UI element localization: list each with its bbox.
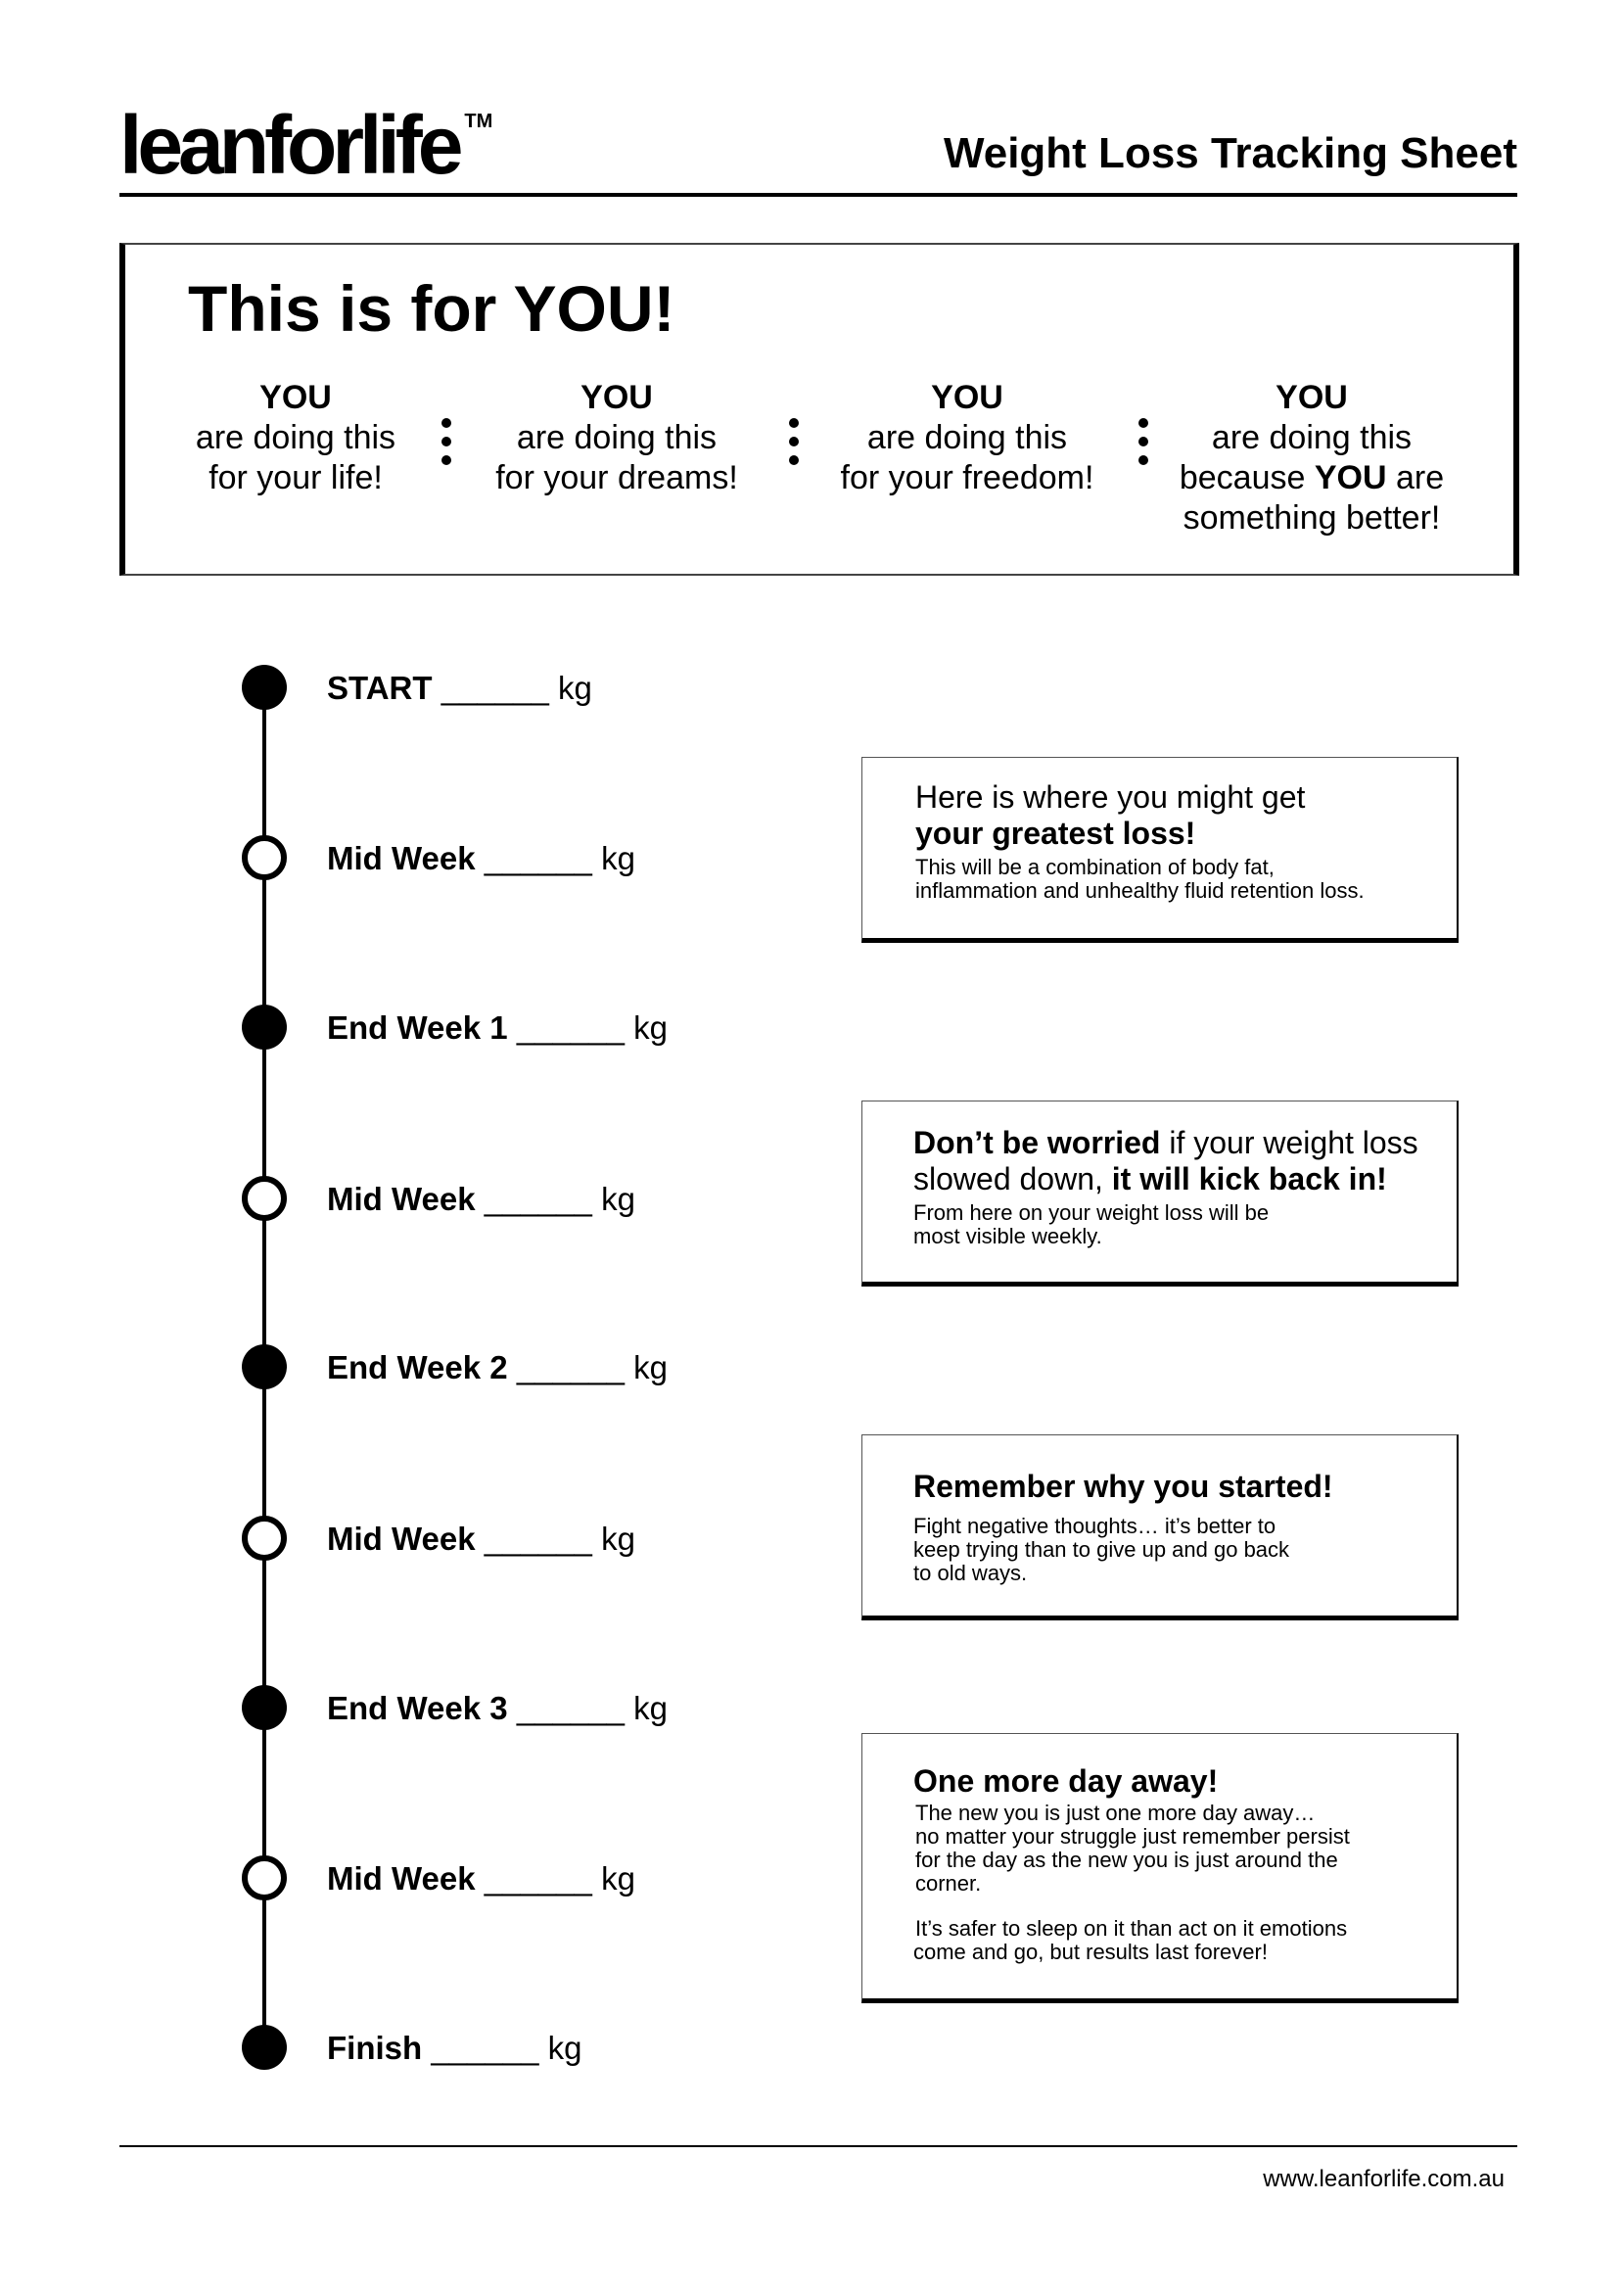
timeline-node-filled (242, 2025, 287, 2070)
info-detail: for the day as the new you is just around the (915, 1848, 1338, 1872)
weight-blank[interactable]: ______ (441, 670, 549, 706)
intro-line: because (1179, 459, 1315, 496)
info-detail: inflammation and unhealthy fluid retention loss. (915, 878, 1365, 903)
intro-line: are doing this (195, 419, 396, 456)
info-line: Here is where you might get (915, 779, 1306, 815)
weight-unit: kg (633, 1009, 668, 1046)
info-detail: corner. (915, 1871, 982, 1896)
timeline-node-filled (242, 665, 287, 710)
timeline-label: End Week 1 (327, 1009, 508, 1046)
timeline-label: End Week 2 (327, 1349, 508, 1385)
info-heading: One more day away! (913, 1763, 1219, 1799)
intro-line: for your dreams! (495, 459, 738, 496)
timeline-label: Mid Week (327, 1181, 476, 1217)
timeline-node-hollow (242, 1176, 287, 1221)
intro-column-life (159, 378, 433, 498)
info-emphasis: it will kick back in! (1111, 1161, 1387, 1196)
info-heading: Remember why you started! (913, 1469, 1333, 1504)
info-detail: This will be a combination of body fat, (915, 855, 1275, 879)
info-box-one-more-day (861, 1733, 1459, 2003)
intro-line: for your life! (209, 459, 383, 496)
info-detail: no matter your struggle just remember persist (915, 1824, 1350, 1849)
info-detail: Fight negative thoughts… it’s better to (913, 1514, 1276, 1538)
info-emphasis: your greatest loss! (915, 816, 1196, 851)
weight-unit: kg (601, 1521, 635, 1557)
dot-separator-icon (789, 418, 799, 474)
info-emphasis: Don’t be worried (913, 1125, 1161, 1160)
info-detail: to old ways. (913, 1561, 1028, 1585)
timeline-node-hollow (242, 835, 287, 880)
info-detail: come and go, but results last forever! (913, 1940, 1268, 1964)
you-heading: YOU (580, 379, 653, 416)
timeline-entry-start (327, 672, 592, 704)
timeline-node-filled (242, 1344, 287, 1389)
weight-blank[interactable]: ______ (484, 1181, 592, 1217)
timeline-node-hollow (242, 1516, 287, 1561)
weight-blank[interactable]: ______ (484, 1860, 592, 1897)
weight-blank[interactable]: ______ (484, 1521, 592, 1557)
intro-column-dreams (480, 378, 754, 498)
you-heading: YOU (931, 379, 1003, 416)
info-box-dont-worry (861, 1101, 1459, 1287)
info-detail: The new you is just one more day away… (915, 1801, 1316, 1825)
intro-line: for your freedom! (840, 459, 1094, 496)
info-detail: most visible weekly. (913, 1224, 1102, 1248)
you-heading: YOU (259, 379, 332, 416)
intro-line: are doing this (1211, 419, 1413, 456)
timeline-entry-finish (327, 2032, 582, 2064)
timeline-entry-mid-week-4 (327, 1862, 635, 1895)
logo-text: leanforlife (119, 99, 459, 191)
info-detail: It’s safer to sleep on it than act on it emotions (915, 1916, 1348, 1941)
timeline-label: START (327, 670, 433, 706)
timeline-label: Mid Week (327, 840, 476, 876)
timeline-entry-end-week-2 (327, 1351, 668, 1383)
timeline-label: Mid Week (327, 1860, 476, 1897)
timeline-node-filled (242, 1685, 287, 1730)
intro-line: are doing this (516, 419, 718, 456)
info-detail: From here on your weight loss will be (913, 1200, 1270, 1225)
intro-emphasis: YOU (1314, 459, 1387, 496)
intro-line: are (1386, 459, 1445, 496)
timeline-entry-end-week-3 (327, 1692, 668, 1724)
intro-column-better (1175, 378, 1449, 539)
dot-separator-icon (1138, 418, 1148, 474)
weight-blank[interactable]: ______ (516, 1690, 625, 1726)
weight-unit: kg (601, 1860, 635, 1897)
dot-separator-icon (441, 418, 451, 474)
brand-logo (119, 99, 493, 191)
timeline-entry-mid-week-2 (327, 1183, 635, 1215)
info-line: slowed down, (913, 1161, 1112, 1196)
info-line: if your weight loss (1160, 1125, 1418, 1160)
weight-unit: kg (601, 840, 635, 876)
timeline-entry-end-week-1 (327, 1011, 668, 1044)
info-box-remember (861, 1434, 1459, 1620)
footer-divider (119, 2145, 1517, 2147)
timeline-label: Finish (327, 2030, 423, 2066)
weight-unit: kg (558, 670, 592, 706)
info-detail: keep trying than to give up and go back (913, 1537, 1290, 1562)
info-box-greatest-loss (861, 757, 1459, 943)
timeline-label: Mid Week (327, 1521, 476, 1557)
timeline-node-hollow (242, 1855, 287, 1900)
intro-title: This is for YOU! (188, 272, 675, 345)
weight-blank[interactable]: ______ (484, 840, 592, 876)
intro-line: something better! (1183, 499, 1441, 537)
intro-column-freedom (830, 378, 1104, 498)
weight-unit: kg (547, 2030, 582, 2066)
footer-website[interactable]: www.leanforlife.com.au (1263, 2166, 1505, 2192)
intro-line: are doing this (866, 419, 1068, 456)
timeline-entry-mid-week-1 (327, 842, 635, 874)
timeline-entry-mid-week-3 (327, 1523, 635, 1555)
timeline-label: End Week 3 (327, 1690, 508, 1726)
header-divider (119, 193, 1517, 197)
weight-blank[interactable]: ______ (431, 2030, 539, 2066)
logo-trademark: TM (464, 111, 493, 132)
weight-blank[interactable]: ______ (516, 1349, 625, 1385)
timeline-node-filled (242, 1005, 287, 1050)
weight-blank[interactable]: ______ (516, 1009, 625, 1046)
page-title: Weight Loss Tracking Sheet (944, 129, 1517, 177)
weight-unit: kg (633, 1349, 668, 1385)
weight-unit: kg (601, 1181, 635, 1217)
you-heading: YOU (1276, 379, 1348, 416)
weight-unit: kg (633, 1690, 668, 1726)
